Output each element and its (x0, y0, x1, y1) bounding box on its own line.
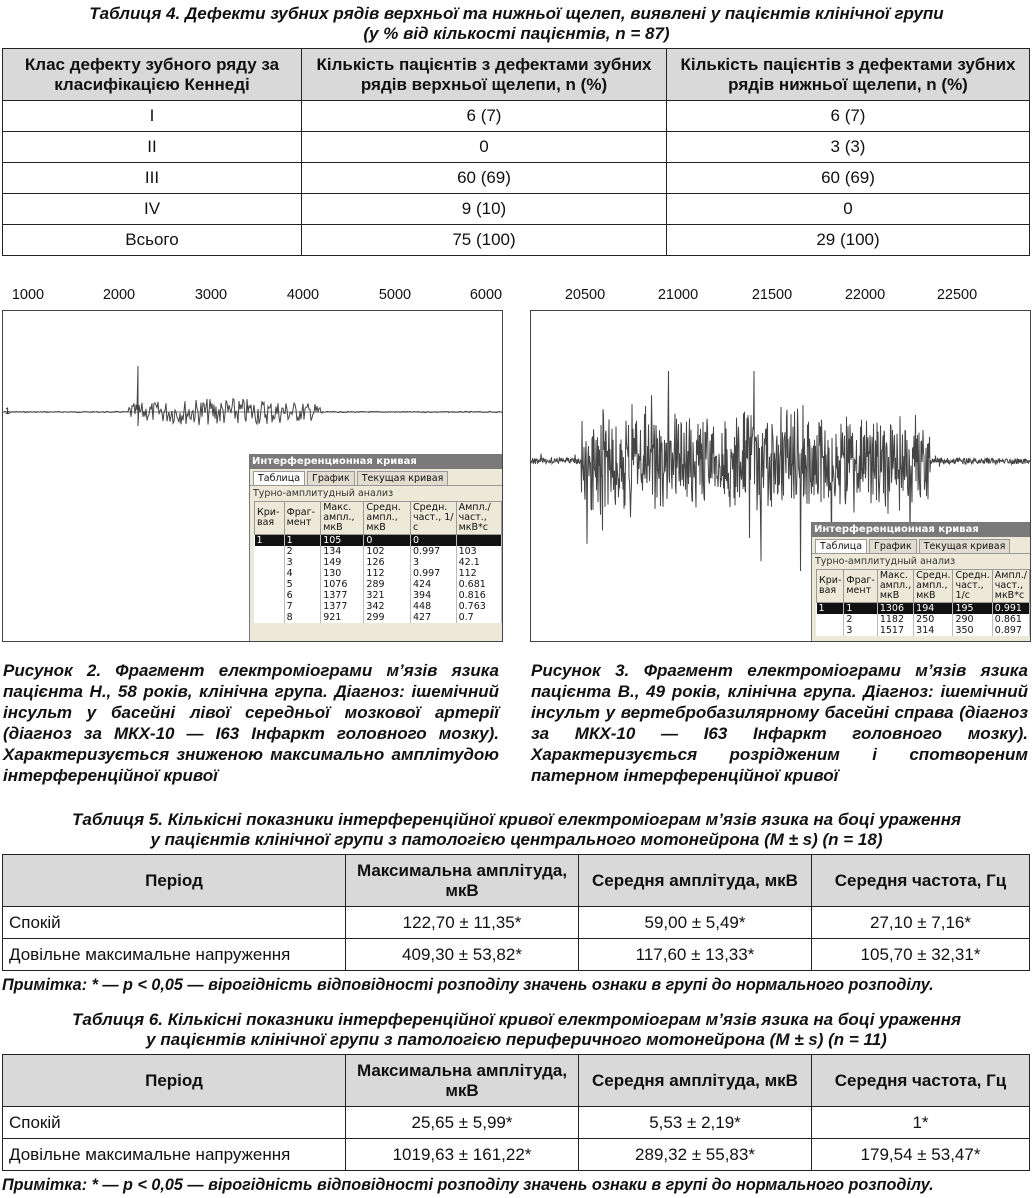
tab-table[interactable]: Таблица (253, 471, 305, 485)
table4-header-class: Клас дефекту зубного ряду за класифікацією Кеннеді (3, 49, 302, 101)
cell (255, 557, 285, 568)
cell: 194 (914, 603, 953, 615)
col-header[interactable]: Кри-вая (255, 502, 285, 535)
table4-cell: 6 (7) (667, 101, 1030, 132)
table5-cell: 122,70 ± 11,35* (346, 907, 579, 939)
cell: 394 (411, 590, 457, 601)
col-header[interactable]: Ампл./ част., мкВ*с (456, 502, 501, 535)
cell: 1306 (877, 603, 913, 615)
table-row[interactable] (817, 603, 1030, 615)
cell: 8 (284, 612, 321, 623)
cell: 0.816 (456, 590, 501, 601)
cell (817, 625, 844, 636)
table5-header-period: Період (3, 855, 346, 907)
table4-cell: 3 (3) (667, 132, 1030, 163)
table-row (3, 101, 1030, 132)
table4-cell: 60 (69) (667, 163, 1030, 194)
table5 (2, 854, 1030, 971)
figure2-axis-tick: 6000 (469, 287, 503, 303)
cell: 314 (914, 625, 953, 636)
table4-cell: 0 (667, 194, 1030, 225)
figure3-window-table (816, 569, 1030, 636)
table-row[interactable] (255, 568, 502, 579)
cell: 112 (364, 568, 411, 579)
table6-caption (0, 1010, 1033, 1050)
figure2-channel-marker: 1 (5, 406, 11, 416)
table6-cell: 5,53 ± 2,19* (579, 1107, 812, 1139)
col-header[interactable]: Средн. ампл., мкВ (364, 502, 411, 535)
cell: 0 (364, 535, 411, 547)
table4-caption-line2: (у % від кількості пацієнтів, n = 87) (363, 24, 670, 43)
table6-cell: 25,65 ± 5,99* (346, 1107, 579, 1139)
cell: 1377 (321, 601, 364, 612)
figure2-window-table (254, 501, 502, 623)
cell: 2 (844, 614, 877, 625)
table-row (3, 225, 1030, 256)
cell: 921 (321, 612, 364, 623)
figure3-emg-panel (530, 310, 1031, 642)
table4-cell: 60 (69) (302, 163, 667, 194)
cell (255, 612, 285, 623)
table-row[interactable] (255, 612, 502, 623)
table-row (3, 194, 1030, 225)
table-row (3, 1107, 1030, 1139)
table5-cell: Спокій (3, 907, 346, 939)
cell: 1 (255, 535, 285, 547)
figure2-emg-panel (2, 310, 503, 642)
table-row (3, 939, 1030, 971)
figure2-axis-tick: 3000 (194, 287, 228, 303)
figure3-axis-tick: 21500 (751, 287, 793, 303)
table5-caption-line2: у пацієнтів клінічної групи з патологією центрального мотонейрона (M ± s) (n = 18) (150, 830, 883, 849)
cell: 1377 (321, 590, 364, 601)
table5-caption (0, 810, 1033, 850)
col-header[interactable]: Фраг-мент (284, 502, 321, 535)
table4-header-upper: Кількість пацієнтів з дефектами зубних рядів верхньої щелепи, n (%) (302, 49, 667, 101)
table-row[interactable] (817, 614, 1030, 625)
table-row[interactable] (255, 535, 502, 547)
table6-cell: Спокій (3, 1107, 346, 1139)
table5-cell: 409,30 ± 53,82* (346, 939, 579, 971)
tab-current-curve[interactable]: Текущая кривая (919, 539, 1011, 553)
cell (255, 568, 285, 579)
cell: 112 (456, 568, 501, 579)
cell: 102 (364, 546, 411, 557)
cell (456, 535, 501, 547)
cell (255, 579, 285, 590)
figure3-caption: Рисунок 3. Фрагмент електроміограми м’язів язика пацієнта В., 49 років, клінічна група. Діагноз: ішемічний інсульт у вертебробазилярному басейні справа (діагноз за МКХ-10 — I63 Інфаркт головного мозку). Характеризується розрідженим і спотвореним патерном інтерференційної кривої (531, 661, 1028, 785)
col-header[interactable]: Средн. част., 1/с (411, 502, 457, 535)
cell: 342 (364, 601, 411, 612)
table5-caption-line1: Таблиця 5. Кількісні показники інтерференційної кривої електроміограм м’язів язика на боці ураження (72, 810, 961, 829)
figure2-axis-tick: 1000 (11, 287, 45, 303)
table4-cell: 9 (10) (302, 194, 667, 225)
table6 (2, 1054, 1030, 1171)
table-row (3, 1139, 1030, 1171)
table6-cell: 289,32 ± 55,83* (579, 1139, 812, 1171)
cell: 424 (411, 579, 457, 590)
table4-cell: I (3, 101, 302, 132)
cell: 289 (364, 579, 411, 590)
col-header[interactable]: Макс. ампл., мкВ (877, 570, 913, 603)
table-row (3, 163, 1030, 194)
figure2-window-tabs (250, 469, 502, 486)
cell: 1 (844, 603, 877, 615)
figure2-caption: Рисунок 2. Фрагмент електроміограми м’язів язика пацієнта Н., 58 років, клінічна група. Діагноз: ішемічний інсульт у басейні лівої середньої мозкової артерії (діагноз за МКХ-10 — I63 Інфаркт головного мозку). Характеризується зниженою максимально амплітудою інтерференційної кривої (3, 661, 499, 785)
figure3-window-title: Интерференционная кривая (812, 523, 1030, 537)
cell: 6 (284, 590, 321, 601)
table6-header-period: Період (3, 1055, 346, 1107)
figure2-axis-tick: 5000 (378, 287, 412, 303)
figure3-axis-tick: 22000 (844, 287, 886, 303)
cell: 4 (284, 568, 321, 579)
cell: 448 (411, 601, 457, 612)
cell: 0.997 (411, 568, 457, 579)
tab-graph[interactable]: График (307, 471, 355, 485)
table-row[interactable] (255, 579, 502, 590)
table5-header-row (3, 855, 1030, 907)
cell: 250 (914, 614, 953, 625)
cell: 130 (321, 568, 364, 579)
table6-cell: 1019,63 ± 161,22* (346, 1139, 579, 1171)
table5-header-mean-amplitude: Середня амплітуда, мкВ (579, 855, 812, 907)
table6-header-row (3, 1055, 1030, 1107)
figure3-analysis-window (811, 522, 1031, 642)
cell: 1076 (321, 579, 364, 590)
cell: 195 (953, 603, 992, 615)
table6-cell: 1* (812, 1107, 1030, 1139)
cell: 2 (284, 546, 321, 557)
table4-cell: 29 (100) (667, 225, 1030, 256)
table5-header-max-amplitude: Максимальна амплітуда, мкВ (346, 855, 579, 907)
cell (817, 614, 844, 625)
table4-caption (0, 4, 1033, 44)
table6-note: Примітка: * — p < 0,05 — вірогідність відповідності розподілу значень ознаки в групі до нормального розподілу. (2, 1176, 934, 1194)
cell: 0.7 (456, 612, 501, 623)
cell: 103 (456, 546, 501, 557)
cell: 350 (953, 625, 992, 636)
table-row (3, 907, 1030, 939)
cell: 0.763 (456, 601, 501, 612)
figure2-window-subtitle: Турно-амплитудный анализ (253, 488, 394, 499)
cell: 0.861 (992, 614, 1029, 625)
figure3-axis-tick: 22500 (936, 287, 978, 303)
table4-caption-line1: Таблиця 4. Дефекти зубних рядів верхньої та нижньої щелеп, виявлені у пацієнтів клінічної групи (89, 4, 944, 23)
cell: 1 (817, 603, 844, 615)
figure3-axis-tick: 20500 (564, 287, 606, 303)
cell: 1517 (877, 625, 913, 636)
table-row[interactable] (255, 590, 502, 601)
cell: 0.991 (992, 603, 1029, 615)
table6-cell: Довільне максимальне напруження (3, 1139, 346, 1171)
cell: 3 (284, 557, 321, 568)
cell: 299 (364, 612, 411, 623)
table4-header-row (3, 49, 1030, 101)
table6-header-max-amplitude: Максимальна амплітуда, мкВ (346, 1055, 579, 1107)
cell: 3 (844, 625, 877, 636)
table5-header-mean-frequency: Середня частота, Гц (812, 855, 1030, 907)
cell: 134 (321, 546, 364, 557)
cell: 0.997 (411, 546, 457, 557)
cell: 126 (364, 557, 411, 568)
cell: 321 (364, 590, 411, 601)
table4-cell: 75 (100) (302, 225, 667, 256)
col-header[interactable]: Средн. ампл., мкВ (914, 570, 953, 603)
cell: 1182 (877, 614, 913, 625)
cell: 1 (284, 535, 321, 547)
cell: 3 (411, 557, 457, 568)
table4-header-lower: Кількість пацієнтів з дефектами зубних рядів нижньої щелепи, n (%) (667, 49, 1030, 101)
figure2-axis-tick: 2000 (102, 287, 136, 303)
tab-table[interactable]: Таблица (815, 539, 867, 553)
col-header[interactable]: Фраг-мент (844, 570, 877, 603)
cell (255, 546, 285, 557)
table6-header-mean-amplitude: Середня амплітуда, мкВ (579, 1055, 812, 1107)
tab-current-curve[interactable]: Текущая кривая (357, 471, 449, 485)
table4-cell: 0 (302, 132, 667, 163)
cell: 105 (321, 535, 364, 547)
tab-graph[interactable]: График (869, 539, 917, 553)
figure3-window-tabs (812, 537, 1030, 554)
cell: 0.897 (992, 625, 1029, 636)
table6-cell: 179,54 ± 53,47* (812, 1139, 1030, 1171)
table4-cell: IV (3, 194, 302, 225)
table5-note: Примітка: * — p < 0,05 — вірогідність відповідності розподілу значень ознаки в групі до нормального розподілу. (2, 976, 934, 994)
table-row[interactable] (255, 601, 502, 612)
figure2-analysis-window (249, 454, 503, 642)
cell: 0.681 (456, 579, 501, 590)
col-header[interactable]: Ампл./ част., мкВ*с (992, 570, 1029, 603)
cell: 290 (953, 614, 992, 625)
figure2-axis-tick: 4000 (286, 287, 320, 303)
table4-cell: III (3, 163, 302, 194)
table5-cell: Довільне максимальне напруження (3, 939, 346, 971)
table4-cell: Всього (3, 225, 302, 256)
col-header[interactable]: Средн. част., 1/с (953, 570, 992, 603)
table6-caption-line1: Таблиця 6. Кількісні показники інтерференційної кривої електроміограм м’язів язика на боці ураження (72, 1010, 961, 1029)
col-header[interactable]: Кри-вая (817, 570, 844, 603)
table-row (3, 132, 1030, 163)
figure3-axis-tick: 21000 (657, 287, 699, 303)
table6-header-mean-frequency: Середня частота, Гц (812, 1055, 1030, 1107)
cell (255, 601, 285, 612)
cell: 7 (284, 601, 321, 612)
cell: 42.1 (456, 557, 501, 568)
figure3-window-subtitle: Турно-амплитудный анализ (815, 556, 956, 567)
cell: 149 (321, 557, 364, 568)
table-row[interactable] (817, 625, 1030, 636)
cell: 0 (411, 535, 457, 547)
col-header[interactable]: Макс. ампл., мкВ (321, 502, 364, 535)
table6-caption-line2: у пацієнтів клінічної групи з патологією периферичного мотонейрона (M ± s) (n = 11) (146, 1030, 887, 1049)
table-row[interactable] (255, 557, 502, 568)
table4 (2, 48, 1030, 256)
table5-cell: 27,10 ± 7,16* (812, 907, 1030, 939)
table5-cell: 59,00 ± 5,49* (579, 907, 812, 939)
table4-cell: 6 (7) (302, 101, 667, 132)
figure2-window-title: Интерференционная кривая (250, 455, 502, 469)
cell (255, 590, 285, 601)
table-row[interactable] (255, 546, 502, 557)
table4-cell: II (3, 132, 302, 163)
cell: 5 (284, 579, 321, 590)
cell: 427 (411, 612, 457, 623)
table5-cell: 105,70 ± 32,31* (812, 939, 1030, 971)
table5-cell: 117,60 ± 13,33* (579, 939, 812, 971)
